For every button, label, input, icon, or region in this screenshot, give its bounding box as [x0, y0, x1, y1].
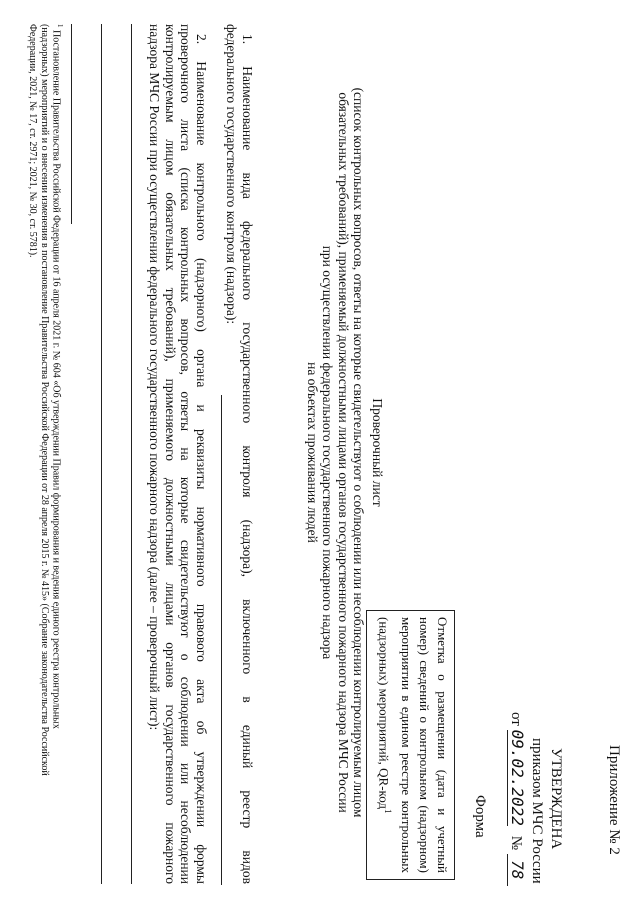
title-line-4: на объектах проживания людей — [305, 362, 320, 543]
checklist-heading: Проверочный лист — [370, 398, 385, 507]
footnote-line-3: Федерации, 2021, № 17, ст. 2971; 2021, № 30, ст. 5781). — [26, 24, 38, 258]
item-1 — [224, 24, 255, 884]
handwritten-number: 78 — [507, 854, 527, 886]
footnote-separator — [71, 24, 72, 224]
item-2-line-2: проверочного листа (списка контрольных вопросов, ответы на которые свидетельствуют о соблюдении или несоблюдении — [178, 24, 194, 884]
item-1-line-2: федерального государственного контроля (надзора): — [224, 24, 240, 325]
item-2-line-3: контролируемым лицом обязательных требований), применяемого должностными лицами органов государственного пожарного — [163, 24, 178, 884]
date-prefix: от — [508, 712, 524, 726]
appendix-label: Приложение № 2 — [606, 745, 622, 855]
title-line-1: (список контрольных вопросов, ответы на которые свидетельствуют о соблюдении или несоблюдении контролируемым лицом — [351, 87, 367, 818]
qr-box-footnote-mark: 1 — [383, 808, 393, 814]
footnote-line-1 — [50, 24, 66, 884]
checklist-title-block — [305, 0, 386, 905]
item-1-line-1: 1. Наименование вида федерального государственного контроля (надзора), включенного в единый реестр видов — [240, 34, 255, 884]
footnote-mark: 1 — [56, 24, 64, 28]
item-2-line-1: 2. Наименование контрольного (надзорного) органа и реквизиты нормативного правового акта об утверждении формы — [194, 34, 209, 884]
handwritten-date: 09.02.2022 — [508, 729, 527, 826]
item-2-answer-line-2 — [101, 24, 102, 884]
item-1-answer-line — [221, 395, 222, 885]
approved-label: УТВЕРЖДЕНА — [548, 748, 564, 850]
item-2-line-4: надзора МЧС России при осуществлении федерального государственного пожарного надзора (далее – проверочный лист): — [147, 24, 163, 731]
order-label: приказом МЧС России — [529, 738, 545, 884]
title-line-2: обязательных требований), применяемый должностными лицами органов государственного пожарного надзора МЧС России — [336, 92, 351, 813]
number-prefix: № — [508, 835, 524, 850]
footnote — [26, 24, 66, 884]
footnote-line-1-text: Постановление Правительства Российской Федерации от 16 апреля 2021 г. № 604 «Об утверждении Правил формирования и ведения единого реестра контрольных — [50, 30, 62, 729]
title-line-3: при осуществлении федерального государственного пожарного надзора — [320, 245, 336, 660]
item-2-answer-line-1 — [131, 24, 132, 884]
qr-box-text: Отметка о размещении (дата и учетный номер) сведений о контрольном (надзорном) мероприятии в едином реестре контрольных (надзорных) мероприятий, QR-код — [376, 617, 450, 873]
footnote-line-2: (надзорных) мероприятий и о внесении изменения в постановление Правительства Российской Федерации от 28 апреля 2015 г. № 415» (Собрание законодательства Российской — [38, 24, 50, 776]
order-date-line — [507, 712, 527, 886]
item-2 — [147, 24, 209, 884]
form-label: Форма — [472, 795, 488, 838]
